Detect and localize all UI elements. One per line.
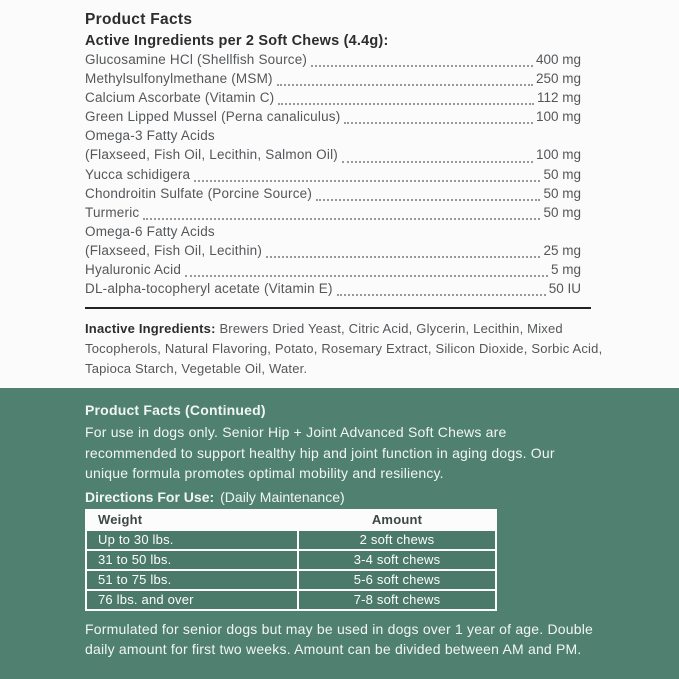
dotted-leader <box>316 199 540 201</box>
ingredient-name: Green Lipped Mussel (Perna canaliculus) <box>85 109 341 125</box>
ingredient-amount: 100 mg <box>535 109 581 125</box>
dosage-footer-note: Formulated for senior dogs but may be used in dogs over 1 year of age. Double daily amount for first two weeks. Amount can be divided between AM and PM. <box>85 620 594 657</box>
dosage-weight-cell: 76 lbs. and over <box>87 591 299 609</box>
product-facts-continued-section <box>0 388 679 679</box>
dosage-amount-cell: 2 soft chews <box>299 531 495 549</box>
dosage-table-row <box>87 529 495 549</box>
continued-title: Product Facts (Continued) <box>85 402 266 418</box>
section-divider <box>85 307 591 309</box>
dotted-leader <box>337 294 546 296</box>
ingredient-amount: 5 mg <box>550 262 581 278</box>
dosage-table-header <box>87 511 495 529</box>
active-ingredients-list <box>85 52 581 300</box>
dotted-leader <box>311 65 533 67</box>
ingredient-row <box>85 90 581 109</box>
dosage-amount-cell: 5-6 soft chews <box>299 571 495 589</box>
dosage-table-header-cell: Weight <box>98 511 143 527</box>
ingredient-name: Yucca schidigera <box>85 166 191 182</box>
ingredient-row <box>85 71 581 90</box>
ingredient-name: Calcium Ascorbate (Vitamin C) <box>85 90 275 106</box>
dosage-table-header-cell: Amount <box>371 511 423 527</box>
ingredient-amount: 400 mg <box>535 52 581 67</box>
ingredient-amount: 250 mg <box>535 71 581 87</box>
ingredient-amount: 50 IU <box>548 281 581 297</box>
ingredient-amount: 25 mg <box>543 242 581 258</box>
dosage-table <box>85 509 497 611</box>
directions-label: Directions For Use: <box>85 488 215 505</box>
ingredient-name: Chondroitin Sulfate (Porcine Source) <box>85 185 313 201</box>
ingredient-name: Hyaluronic Acid <box>85 262 182 278</box>
ingredient-row <box>85 147 581 166</box>
ingredient-row <box>85 224 581 243</box>
page-title: Product Facts <box>85 11 193 28</box>
ingredient-row <box>85 243 581 262</box>
dosage-table-row <box>87 549 495 569</box>
dosage-table-row <box>87 569 495 589</box>
ingredient-amount: 100 mg <box>535 147 581 163</box>
ingredient-row <box>85 109 581 128</box>
ingredient-amount: 50 mg <box>543 185 581 201</box>
ingredient-amount: 112 mg <box>536 90 581 106</box>
dotted-leader <box>266 256 540 258</box>
ingredient-name: Glucosamine HCl (Shellfish Source) <box>85 52 308 67</box>
dosage-amount-cell: 3-4 soft chews <box>299 551 495 569</box>
ingredient-name: (Flaxseed, Fish Oil, Lecithin, Salmon Oil) <box>85 147 338 163</box>
directions-for-use <box>85 488 679 506</box>
dosage-table-row <box>87 589 495 609</box>
dosage-amount-cell: 7-8 soft chews <box>299 591 495 609</box>
directions-subtitle: (Daily Maintenance) <box>220 488 345 505</box>
dotted-leader <box>278 103 534 105</box>
dosage-weight-cell: 31 to 50 lbs. <box>87 551 299 569</box>
inactive-ingredients <box>85 319 610 379</box>
dotted-leader <box>143 218 540 220</box>
ingredient-amount: 50 mg <box>543 166 581 182</box>
dosage-weight-cell: 51 to 75 lbs. <box>87 571 299 589</box>
dotted-leader <box>185 275 548 277</box>
dotted-leader <box>194 180 540 182</box>
usage-description: For use in dogs only. Senior Hip + Joint Advanced Soft Chews are recommended to support healthy hip and joint function in aging dogs. Our unique formula promotes optimal mobility and resiliency. <box>85 424 555 481</box>
ingredient-row <box>85 167 581 186</box>
ingredient-name: DL-alpha-tocopheryl acetate (Vitamin E) <box>85 281 333 297</box>
ingredient-row <box>85 52 581 71</box>
ingredient-row <box>85 186 581 205</box>
ingredient-row <box>85 205 581 224</box>
dotted-leader <box>344 122 533 124</box>
ingredient-name: Methylsulfonylmethane (MSM) <box>85 71 273 87</box>
ingredient-row <box>85 128 581 147</box>
active-ingredients-heading: Active Ingredients per 2 Soft Chews (4.4g): <box>85 33 389 49</box>
dotted-leader <box>277 84 533 86</box>
ingredient-name: Omega-6 Fatty Acids <box>85 223 215 239</box>
inactive-ingredients-text: Brewers Dried Yeast, Citric Acid, Glycerin, Lecithin, Mixed Tocopherols, Natural Flavoring, Potato, Rosemary Extract, Silicon Dioxide, Sorbic Acid, Tapioca Starch, Vegetable Oil, Water. <box>85 321 603 377</box>
dosage-weight-cell: Up to 30 lbs. <box>87 531 299 549</box>
ingredient-name: Omega-3 Fatty Acids <box>85 128 215 144</box>
ingredient-row <box>85 281 581 300</box>
inactive-ingredients-label: Inactive Ingredients: <box>85 321 216 337</box>
ingredient-name: Turmeric <box>85 204 140 220</box>
ingredient-name: (Flaxseed, Fish Oil, Lecithin) <box>85 242 263 258</box>
ingredient-amount: 50 mg <box>543 204 581 220</box>
dotted-leader <box>342 161 533 163</box>
ingredient-row <box>85 262 581 281</box>
